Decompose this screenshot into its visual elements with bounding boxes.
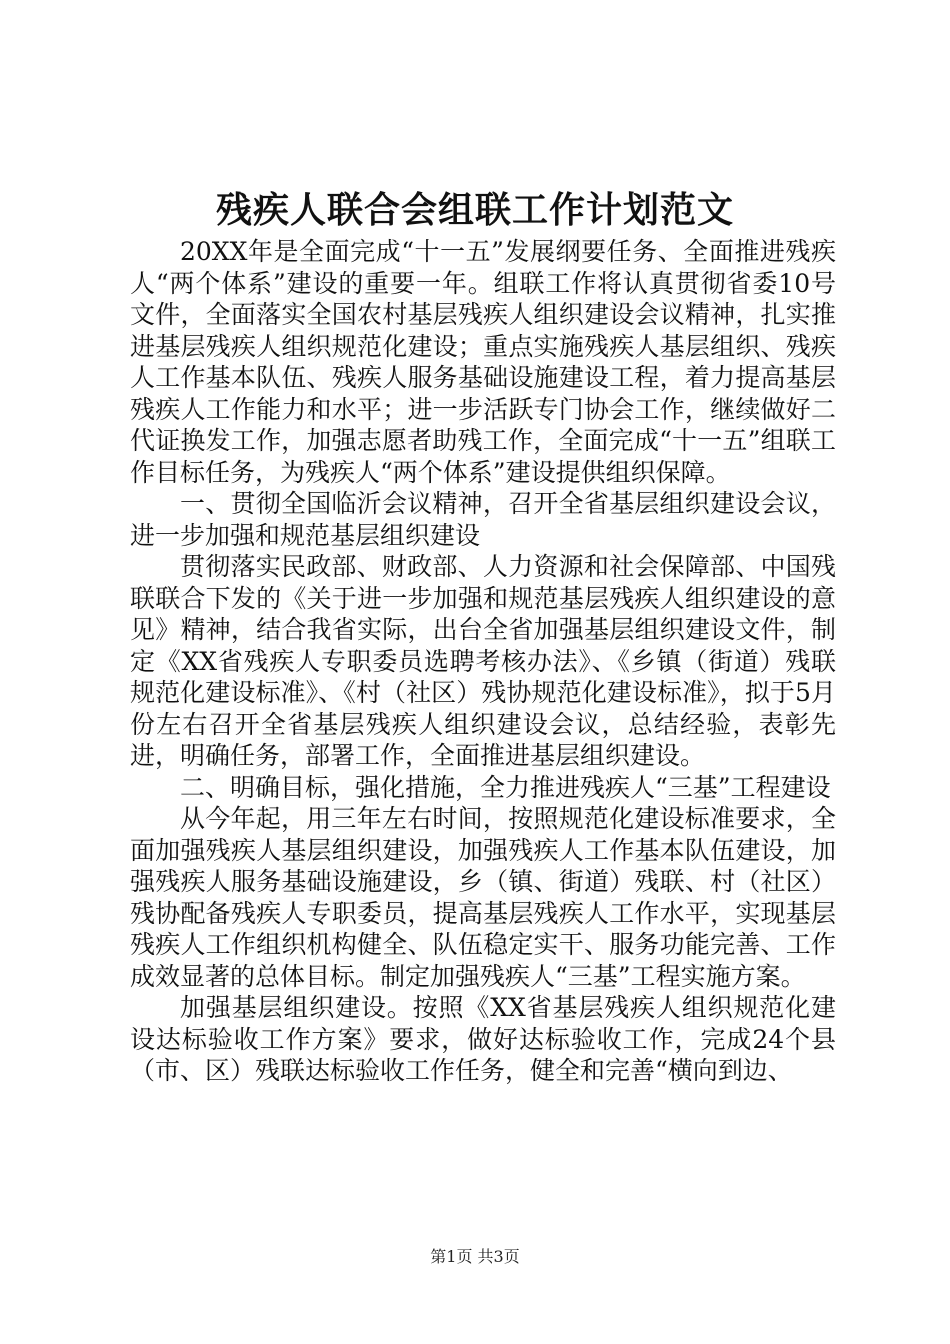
paragraph-section-1: 贯彻落实民政部、财政部、人力资源和社会保障部、中国残联联合下发的《关于进一步加强和规范基层残疾人组织建设的意见》精神，结合我省实际，出台全省加强基层组织建设文件，制定《XX省残疾人专职委员选聘考核办法》、《乡镇（街道）残联规范化建设标准》、《村（社区）残协规范化建设标准》，拟于5月份左右召开全省基层残疾人组织建设会议，总结经验，表彰先进，明确任务，部署工作，全面推进基层组织建设。 (130, 552, 836, 770)
paragraph-section-2: 从今年起，用三年左右时间，按照规范化建设标准要求，全面加强残疾人基层组织建设，加强残疾人工作基本队伍建设，加强残疾人服务基础设施建设，乡（镇、街道）残联、村（社区）残协配备残疾人专职委员，提高基层残疾人工作水平，实现基层残疾人工作组织机构健全、队伍稳定实干、服务功能完善、工作成效显著的总体目标。制定加强残疾人“三基”工程实施方案。 (130, 804, 836, 991)
paragraph-intro: 20XX年是全面完成“十一五”发展纲要任务、全面推进残疾人“两个体系”建设的重要一年。组联工作将认真贯彻省委10号文件，全面落实全国农村基层残疾人组织建设会议精神，扎实推进基层残疾人组织规范化建设；重点实施残疾人基层组织、残疾人工作基本队伍、残疾人服务基础设施建设工程，着力提高基层残疾人工作能力和水平；进一步活跃专门协会工作，继续做好二代证换发工作，加强志愿者助残工作，全面完成“十一五”组联工作目标任务，为残疾人“两个体系”建设提供组织保障。 (130, 237, 836, 487)
paragraph-grassroots: 加强基层组织建设。按照《XX省基层残疾人组织规范化建设达标验收工作方案》要求，做好达标验收工作，完成24个县（市、区）残联达标验收工作任务，健全和完善“横向到边、 (130, 993, 836, 1085)
document-body (130, 236, 836, 1087)
section-heading-1: 一、贯彻全国临沂会议精神，召开全省基层组织建设会议，进一步加强和规范基层组织建设 (130, 489, 836, 550)
document-title: 残疾人联合会组联工作计划范文 (215, 189, 734, 231)
page-footer: 第1页 共3页 (430, 1247, 520, 1266)
section-heading-2: 二、明确目标，强化措施，全力推进残疾人“三基”工程建设 (180, 772, 831, 802)
